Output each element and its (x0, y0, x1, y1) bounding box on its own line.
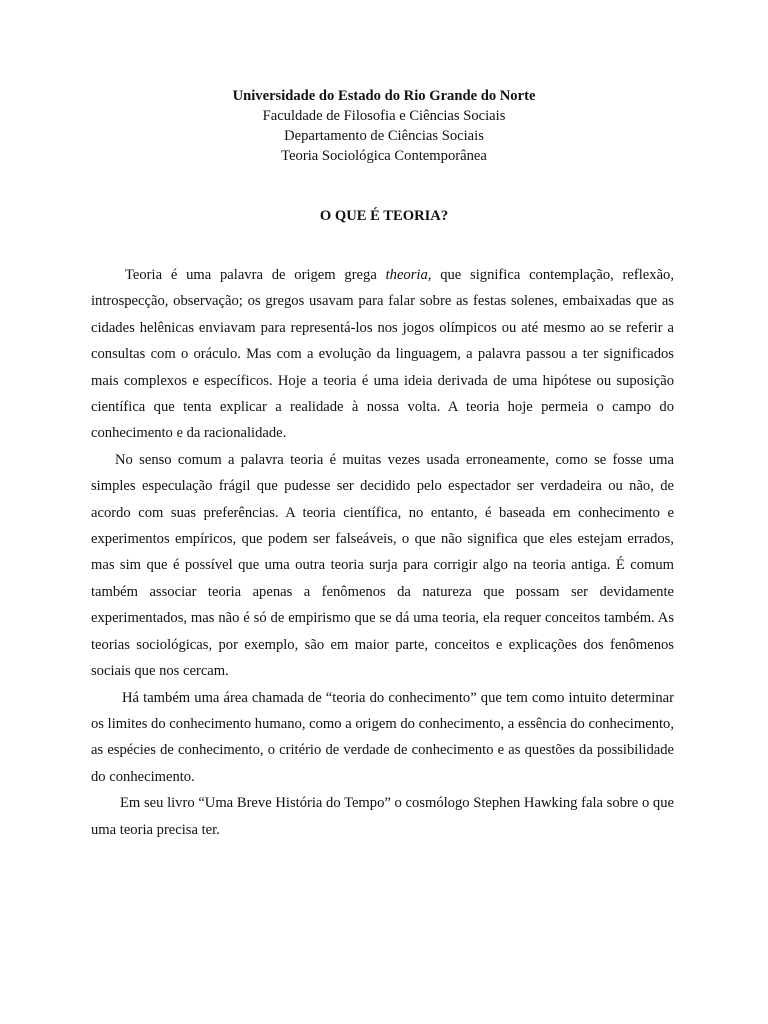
faculty-name: Faculdade de Filosofia e Ciências Sociais (262, 108, 506, 124)
paragraph-1-intro: Teoria é uma palavra de origem grega (125, 267, 386, 283)
course-name: Teoria Sociológica Contemporânea (281, 148, 487, 164)
greek-term: theoria (385, 267, 428, 283)
document-header (0, 86, 768, 166)
paragraph-4: Em seu livro “Uma Breve História do Tempo” o cosmólogo Stephen Hawking fala sobre o que uma teoria precisa ter. (91, 795, 674, 838)
institution-name: Universidade do Estado do Rio Grande do Norte (232, 88, 536, 104)
document-body (91, 262, 674, 843)
paragraph-1-rest: , que significa contemplação, reflexão, introspecção, observação; os gregos usavam para falar sobre as festas solenes, embaixadas que as cidades helênicas enviavam para representá-los nos jogos olímpicos ou até mesmo ao se referir a consultas com o oráculo. Mas com a evolução da linguagem, a palavra passou a ter significados mais complexos e específicos. Hoje a teoria é uma ideia derivada de uma hipótese ou suposição científica que tenta explicar a realidade à nossa volta. A teoria hoje permeia o campo do conhecimento e da racionalidade. (91, 267, 674, 442)
paragraph-3: Há também uma área chamada de “teoria do conhecimento” que tem como intuito determinar os limites do conhecimento humano, como a origem do conhecimento, a essência do conhecimento, as espécies de conhecimento, o critério de verdade de conhecimento e as questões da possibilidade do conhecimento. (91, 689, 674, 785)
paragraph-1 (91, 262, 674, 447)
document-title: O QUE É TEORIA? (319, 208, 449, 224)
department-name: Departamento de Ciências Sociais (284, 128, 484, 144)
paragraph-2: No senso comum a palavra teoria é muitas vezes usada erroneamente, como se fosse uma simples especulação frágil que pudesse ser decidido pelo espectador ser verdadeira ou não, de acordo com suas preferências. A teoria científica, no entanto, é baseada em conhecimento e experimentos empíricos, que podem ser falseáveis, o que não significa que eles estejam errados, mas sim que é possível que uma outra teoria surja para corrigir algo na teoria antiga. É comum também associar teoria apenas a fenômenos da natureza que possam ser devidamente experimentados, mas não é só de empirismo que se dá uma teoria, ela requer conceitos também. As teorias sociológicas, por exemplo, são em maior parte, conceitos e explicações dos fenômenos sociais que nos cercam. (91, 451, 674, 680)
